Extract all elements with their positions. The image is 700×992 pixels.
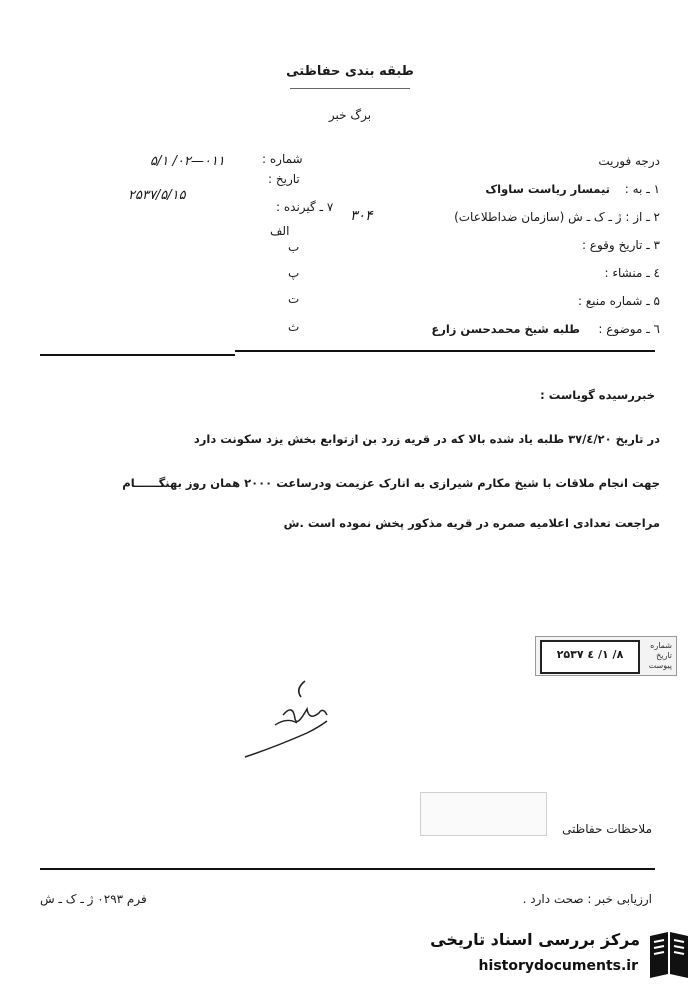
divider-right xyxy=(235,350,655,352)
registry-stamp xyxy=(535,636,677,676)
watermark-name: مرکز بررسی اسناد تاریخی xyxy=(430,930,640,949)
date-label: تاریخ : xyxy=(268,172,300,186)
number-value: ۰۱۱—۰۲/ ۵/۱ xyxy=(150,154,225,169)
body-line-2: جهت انجام ملاقات با شیخ مکارم شیرازی به انارک عزیمت ودرساعت ۲۰۰۰ همان روز بهنگــــــام xyxy=(122,476,660,490)
stamp-labels: شماره تاریخ پیوست xyxy=(648,641,672,670)
origin-field: ٤ ـ منشاء : xyxy=(604,266,660,280)
to-value: تیمسار ریاست ساواک xyxy=(485,182,610,196)
subject-value: طلبه شیخ محمدحسن زارع xyxy=(431,322,580,336)
form-number: فرم ۰۲۹۳ ژ ـ ک ـ ش xyxy=(40,892,147,906)
subject-label: ٦ ـ موضوع : xyxy=(598,322,660,336)
recipient-item: الف xyxy=(270,224,290,238)
recipient-item: ث xyxy=(288,320,300,334)
signature xyxy=(235,675,345,770)
form-title: برگ خبر xyxy=(328,108,372,122)
priority-label: درجه فوریت xyxy=(598,154,660,168)
evaluation-text: ارزیابی خبر : صحت دارد . xyxy=(522,892,652,906)
recipient-item: پ xyxy=(288,266,300,280)
watermark-url: historydocuments.ir xyxy=(478,958,638,974)
to-label: ۱ ـ به : xyxy=(624,182,660,196)
footer-divider xyxy=(40,868,655,870)
body-line-1: در تاریخ ۳۷/٤/۲۰ طلبه یاد شده بالا که در قریه زرد بن ازتوابع بخش یزد سکونت دارد xyxy=(193,432,660,446)
signature-text: نادری xyxy=(285,734,306,744)
from-handwritten-mark: ۳۰۴ xyxy=(350,208,373,224)
notes-box xyxy=(420,792,547,836)
body-intro: خبررسیده گویاست : xyxy=(540,388,655,402)
from-field: ۲ ـ از : ژ ـ ک ـ ش (سازمان ضداطلاعات) xyxy=(454,210,660,224)
recipients-label: ۷ ـ گیرنده : xyxy=(276,200,334,214)
number-label: شماره : xyxy=(262,152,303,166)
recipient-item: ت xyxy=(288,292,300,306)
date-value: ۲۵۳۷/۵/۱۵ xyxy=(128,188,186,203)
title-underline xyxy=(290,88,410,89)
divider-left xyxy=(40,354,235,356)
security-notes-label: ملاحظات حفاظتی xyxy=(562,822,652,836)
stamp-date: ۸/ ۱/ ٤ ۲۵۳۷ xyxy=(540,640,640,674)
watermark-area xyxy=(405,918,700,992)
source-number-field: ۵ ـ شماره منبع : xyxy=(577,294,660,308)
book-logo-icon xyxy=(646,928,692,980)
body-line-3: مراجعت تعدادی اعلامیه صمره در قریه مذکور پخش نموده است .ش xyxy=(283,516,660,530)
event-date-field: ۳ ـ تاریخ وقوع : xyxy=(581,238,660,252)
recipient-item: ب xyxy=(288,240,300,254)
classification-title: طبقه بندی حفاظتی xyxy=(286,64,414,79)
